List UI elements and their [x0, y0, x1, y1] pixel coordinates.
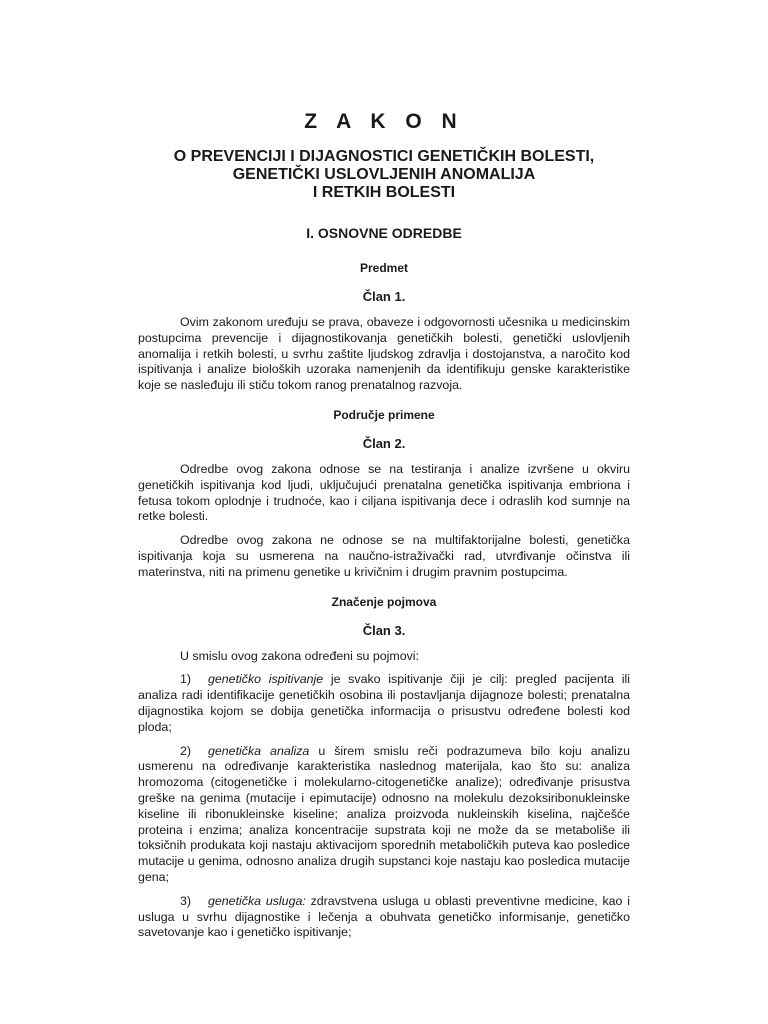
definition-number: 3): [180, 893, 192, 908]
definition-number: 1): [180, 672, 192, 687]
definition-number: 2): [180, 743, 192, 758]
definition-text: zdravstvena usluga u oblasti preventivne medicine, kao i usluga u svrhu dijagnostike i lečenja a obuhvata genetičko informisanje, genetičko savetovanje kao i genetičko ispitivanje;: [138, 893, 630, 940]
document-page: [138, 108, 630, 949]
definition-term: genetička usluga:: [208, 893, 306, 908]
definition-text: je svako ispitivanje čiji je cilj: pregled pacijenta ili analiza radi identifikacije genetičkih osobina ili postavljanja dijagnoze bolesti; prenatalna dijagnostika kojom se dobija genetička informacija o prisustvu određene bolesti kod ploda;: [138, 672, 630, 734]
article-heading-3: Član 3.: [362, 622, 406, 638]
section-heading-znacenje-pojmova: Značenje pojmova: [331, 594, 437, 609]
section-heading-podrucje-primene: Područje primene: [333, 407, 435, 422]
chapter-heading: I. OSNOVNE ODREDBE: [306, 225, 462, 241]
subtitle-line: GENETIČKI USLOVLJENIH ANOMALIJA: [232, 166, 536, 183]
definition-term: genetička analiza: [208, 743, 310, 758]
definition-item: [138, 744, 630, 886]
definition-text: u širem smislu reči podrazumeva bilo koju analizu usmerenu na određivanje karakteristika naslednog materijala, kao što su: analiza hromozoma (citogenetičke i molekularno-citogenetičke analize); određivanje prisustva greške na genima (mutacije i epimutacije) odnosno na molekulu dezoksiribonukleinske kiseline ili ribonukleinske kiseline; analiza proizvoda nukleinskih kiselina, najčešće proteina i enzima; analiza koncentracije supstrata koji ne može da se metaboliše ili toksičnih produkata koji nastaju aktivacijom sporednih metaboličkih puteva kao posledice mutacije u genima, odnosno analiza drugih supstanci koje nastaju kao posledica mutacije gena;: [138, 743, 631, 884]
definition-item: [138, 672, 630, 735]
article-3-intro: U smislu ovog zakona određeni su pojmovi:: [180, 648, 419, 663]
definition-item: [138, 894, 630, 941]
section-heading-predmet: Predmet: [359, 261, 409, 275]
article-2-paragraph: Odredbe ovog zakona odnose se na testiranja i analize izvršene u okviru genetičkih ispitivanja kod ljudi, uključujući prenatalna genetička ispitivanja embriona i fetusa tokom oplodnje i trudnoće, kao i ciljana ispitivanja dece i odraslih kod sumnje na retke bolesti.: [138, 461, 630, 524]
definition-term: genetičko ispitivanje: [208, 672, 324, 687]
subtitle-line: O PREVENCIJI I DIJAGNOSTICI GENETIČKIH BOLESTI,: [173, 148, 595, 165]
article-heading-2: Član 2.: [362, 435, 406, 451]
article-1-paragraph: Ovim zakonom uređuju se prava, obaveze i odgovornosti učesnika u medicinskim postupcima prevencije i dijagnostikovanja genetičkih bolesti, genetički uslovljenih anomalija i retkih bolesti, u svrhu zaštite ljudskog zdravlja i dostojanstva, a naročito kod ispitivanja i analize bioloških uzoraka namenjenih da identifikuju genske karakteristike koje se nasleđuju ili stiču tokom ranog prenatalnog razvoja.: [138, 315, 630, 393]
subtitle-line: I RETKIH BOLESTI: [312, 184, 456, 201]
article-heading-1: Član 1.: [362, 289, 406, 304]
law-title: Z A K O N: [304, 110, 464, 133]
law-subtitle: [138, 148, 630, 202]
article-2-paragraph: Odredbe ovog zakona ne odnose se na multifaktorijalne bolesti, genetička ispitivanja koja su usmerena na naučno-istraživački rad, utvrđivanje očinstva ili materinstva, niti na primenu genetike u krivičnim i drugim pravnim postupcima.: [138, 533, 630, 579]
